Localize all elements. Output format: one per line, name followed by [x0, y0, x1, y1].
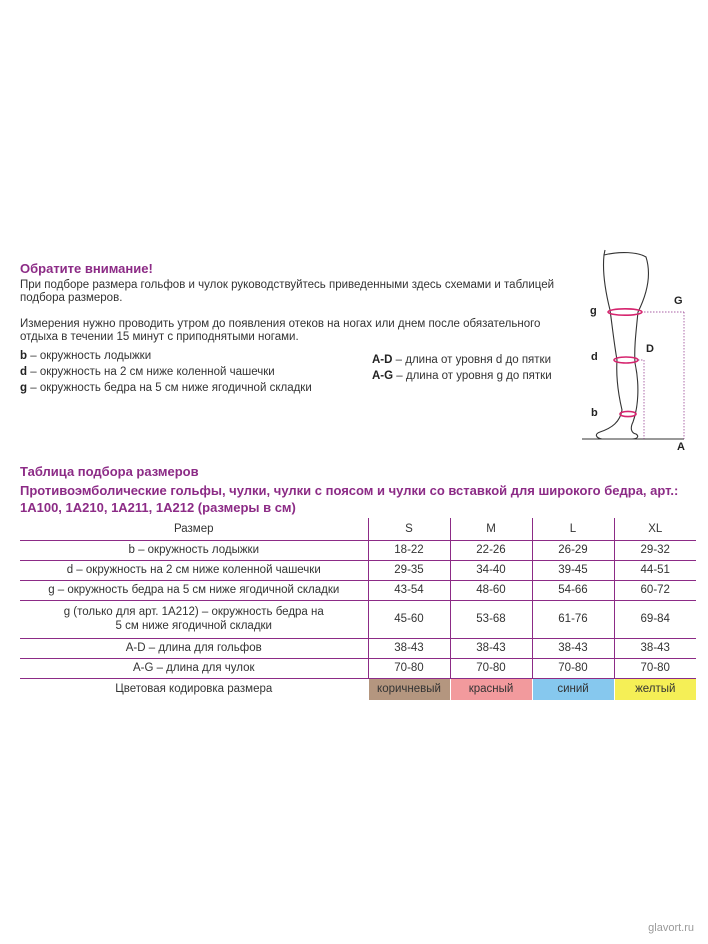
cell-s: 38-43 — [368, 638, 450, 658]
cell-m: 22-26 — [450, 540, 532, 560]
color-swatch-s: коричневый — [368, 678, 450, 700]
table-row — [20, 638, 696, 658]
cell-s: 18-22 — [368, 540, 450, 560]
watermark: glavort.ru — [648, 922, 694, 934]
header-size-s: S — [368, 518, 450, 540]
cell-s: 45-60 — [368, 600, 450, 638]
table-subtitle: Противоэмболические гольфы, чулки, чулки с поясом и чулки со вставкой для широкого бедра, арт.: 1А100, 1А210, 1А211, 1А212 (размеры в см) — [20, 483, 679, 515]
cell-m: 70-80 — [450, 658, 532, 678]
cell-m: 34-40 — [450, 560, 532, 580]
table-header-row — [20, 518, 696, 540]
table-row — [20, 600, 696, 638]
cell-xl: 29-32 — [614, 540, 696, 560]
table-title: Таблица подбора размеров — [20, 464, 199, 479]
cell-xl: 44-51 — [614, 560, 696, 580]
definition-a-g: A-G – длина от уровня g до пятки — [372, 370, 552, 382]
color-code-row — [20, 678, 696, 700]
diagram-label-D: D — [646, 343, 654, 355]
color-swatch-l: синий — [532, 678, 614, 700]
color-swatch-m: красный — [450, 678, 532, 700]
notice-title: Обратите внимание! — [20, 261, 153, 276]
diagram-label-G: G — [674, 295, 683, 307]
header-size-m: M — [450, 518, 532, 540]
color-swatch-xl: желтый — [614, 678, 696, 700]
row-label: A-D – длина для гольфов — [20, 638, 368, 658]
cell-l: 70-80 — [532, 658, 614, 678]
table-row — [20, 560, 696, 580]
row-label: d – окружность на 2 см ниже коленной чашечки — [20, 560, 368, 580]
table-row — [20, 658, 696, 678]
cell-m: 38-43 — [450, 638, 532, 658]
cell-m: 53-68 — [450, 600, 532, 638]
header-size-xl: XL — [614, 518, 696, 540]
leg-outline-illustration — [596, 250, 648, 439]
header-size-l: L — [532, 518, 614, 540]
cell-l: 38-43 — [532, 638, 614, 658]
cell-l: 26-29 — [532, 540, 614, 560]
diagram-label-A: A — [677, 441, 685, 453]
cell-s: 43-54 — [368, 580, 450, 600]
definition-g: g – окружность бедра на 5 см ниже ягодичной складки — [20, 382, 312, 394]
b-measure-mark — [620, 411, 636, 416]
diagram-label-b: b — [591, 407, 598, 419]
row-label: A-G – длина для чулок — [20, 658, 368, 678]
cell-l: 39-45 — [532, 560, 614, 580]
cell-s: 29-35 — [368, 560, 450, 580]
cell-l: 61-76 — [532, 600, 614, 638]
color-row-label: Цветовая кодировка размера — [115, 683, 273, 696]
table-row — [20, 580, 696, 600]
g-measure-mark — [608, 309, 642, 315]
notice-paragraph-1: При подборе размера гольфов и чулок руководствуйтесь приведенными здесь схемами и таблицей подбора размеров. — [20, 279, 555, 304]
diagram-label-g: g — [590, 305, 597, 317]
definition-d: d – окружность на 2 см ниже коленной чашечки — [20, 366, 275, 378]
row-label: g – окружность бедра на 5 см ниже ягодичной складки — [20, 580, 368, 600]
row-label: g (только для арт. 1А212) – окружность бедра на 5 см ниже ягодичной складки — [20, 600, 368, 638]
notice-paragraph-2: Измерения нужно проводить утром до появления отеков на ногах или днем после обязательного отдыха в течении 15 минут с приподнятыми ногами. — [20, 318, 541, 343]
definition-a-d: A-D – длина от уровня d до пятки — [372, 354, 551, 366]
table-row — [20, 540, 696, 560]
cell-xl: 70-80 — [614, 658, 696, 678]
header-size-label: Размер — [20, 518, 368, 540]
cell-l: 54-66 — [532, 580, 614, 600]
cell-m: 48-60 — [450, 580, 532, 600]
cell-xl: 69-84 — [614, 600, 696, 638]
diagram-label-d: d — [591, 351, 598, 363]
cell-xl: 60-72 — [614, 580, 696, 600]
size-table — [20, 518, 696, 700]
cell-s: 70-80 — [368, 658, 450, 678]
cell-xl: 38-43 — [614, 638, 696, 658]
leg-diagram — [580, 248, 698, 456]
definition-b: b – окружность лодыжки — [20, 350, 152, 362]
row-label: b – окружность лодыжки — [20, 540, 368, 560]
